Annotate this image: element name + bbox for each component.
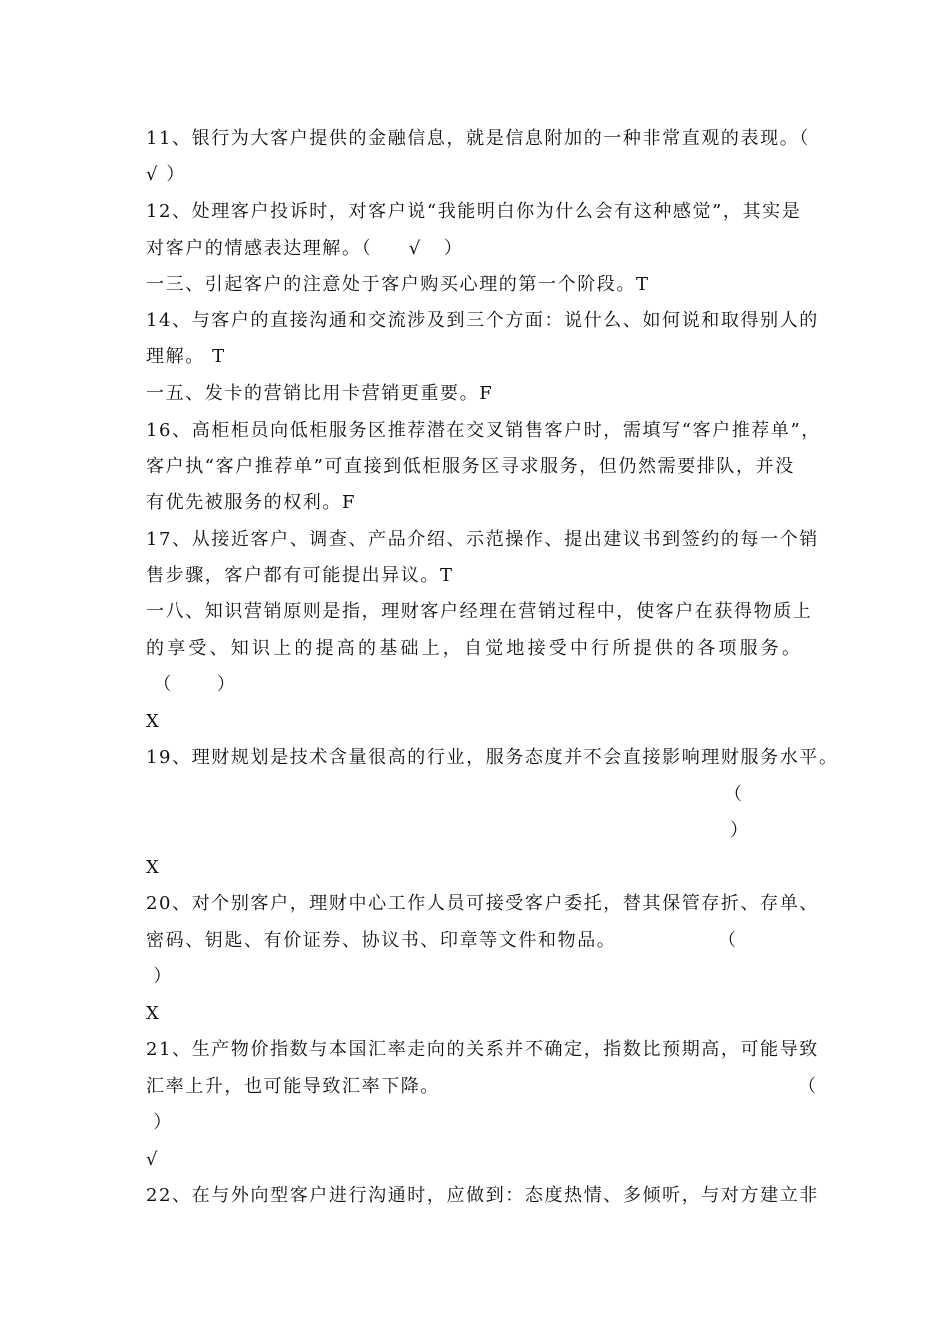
text-line: 有优先被服务的权利。F: [146, 492, 357, 513]
text-line: 密码、钥匙、有价证券、协议书、印章等文件和物品。: [146, 930, 617, 951]
text-line: ）: [146, 1112, 173, 1133]
text-line: 12、处理客户投诉时，对客户说“我能明白你为什么会有这种感觉”，其实是: [146, 201, 802, 222]
text-line: 的享受、知识上的提高的基础上，自觉地接受中行所提供的各项服务。: [146, 638, 804, 659]
text-line: 一三、引起客户的注意处于客户购买心理的第一个阶段。T: [146, 274, 650, 295]
text-line: 20、对个别客户，理财中心工作人员可接受客户委托，替其保管存折、存单、: [146, 893, 819, 914]
text-line: ）: [146, 966, 173, 987]
text-line: （: [798, 1076, 818, 1097]
text-line: 售步骤，客户都有可能提出异议。T: [146, 565, 454, 586]
text-line: 17、从接近客户、调查、产品介绍、示范操作、提出建议书到签约的每一个销: [146, 529, 819, 550]
text-line: √ ）: [146, 164, 186, 185]
text-line: 一五、发卡的营销比用卡营销更重要。F: [146, 383, 494, 404]
text-line: 对客户的情感表达理解。（ √ ）: [146, 238, 464, 259]
text-line: 21、生产物价指数与本国汇率走向的关系并不确定，指数比预期高，可能导致: [146, 1039, 819, 1060]
text-line: ）: [730, 820, 750, 841]
answer-mark: X: [146, 1003, 161, 1024]
text-line: 19、理财规划是技术含量很高的行业，服务态度并不会直接影响理财服务水平。: [146, 747, 839, 768]
answer-mark: √: [146, 1149, 160, 1170]
text-line: 14、与客户的直接沟通和交流涉及到三个方面：说什么、如何说和取得别人的: [146, 310, 819, 331]
text-line: 客户执“客户推荐单”可直接到低柜服务区寻求服务，但仍然需要排队，并没: [146, 456, 795, 477]
text-line: 11、银行为大客户提供的金融信息，就是信息附加的一种非常直观的表现。（: [146, 128, 810, 149]
text-line: （: [724, 784, 744, 805]
text-line: 22、在与外向型客户进行沟通时，应做到：态度热情、多倾听，与对方建立非: [146, 1185, 819, 1206]
answer-mark: X: [146, 857, 161, 878]
text-line: 理解。 T: [146, 346, 226, 367]
text-line: 汇率上升，也可能导致汇率下降。: [146, 1076, 440, 1097]
text-line: （: [718, 930, 738, 951]
text-line: 一八、知识营销原则是指，理财客户经理在营销过程中，使客户在获得物质上: [146, 601, 813, 622]
text-line: 16、高柜柜员向低柜服务区推荐潜在交叉销售客户时，需填写“客户推荐单”，: [146, 420, 821, 441]
answer-mark: X: [146, 711, 161, 732]
text-line: （ ）: [146, 674, 237, 695]
